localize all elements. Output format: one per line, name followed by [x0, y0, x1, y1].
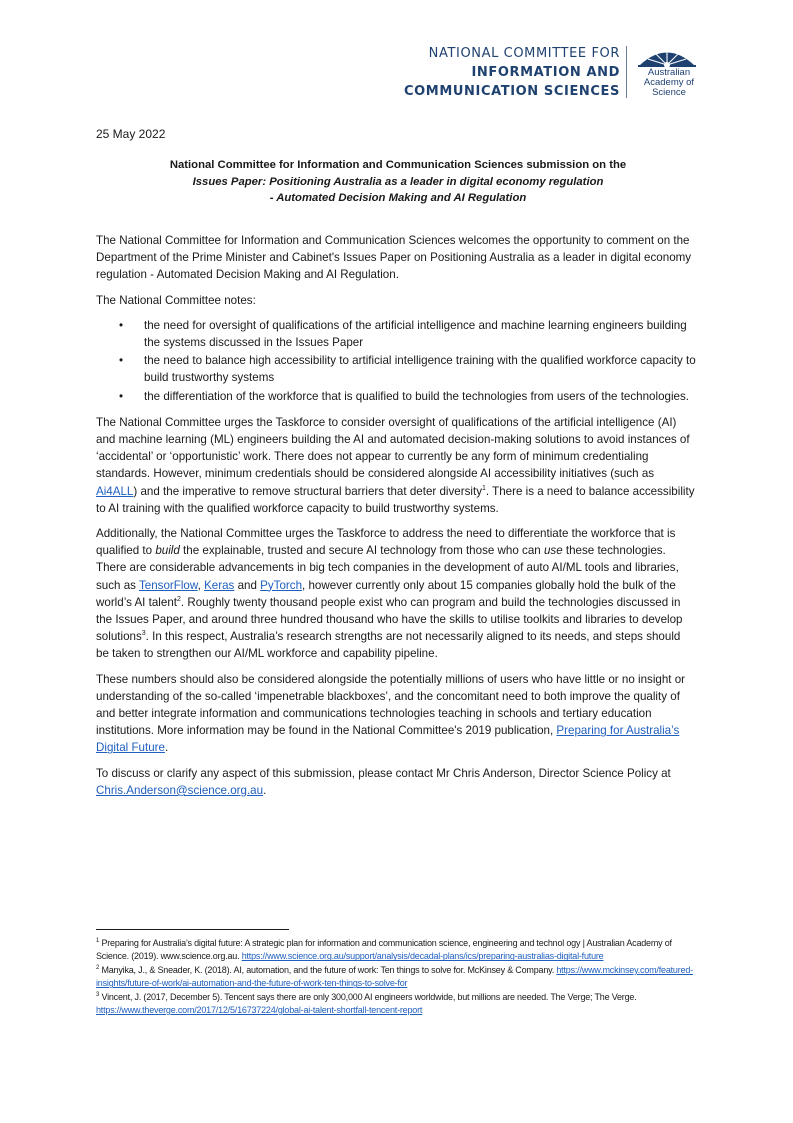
use-emphasis: use: [543, 544, 563, 558]
ai4all-link[interactable]: Ai4ALL: [96, 484, 134, 498]
academy-logo-text: [634, 68, 704, 98]
intro-paragraph: The National Committee for Information and Communication Sciences welcomes the opportunity to comment on the Department of the Prime Minister and Cabinet's Issues Paper on Positioning Australia as a leader in digital economy regulation - Automated Decision Making and AI Regulation.: [96, 234, 692, 282]
tensorflow-link[interactable]: TensorFlow: [138, 578, 198, 592]
title-line1: National Committee for Information and Communication Sciences submission on the: [169, 159, 627, 171]
p5-text-b: .: [164, 741, 169, 755]
footnote-1: [96, 937, 696, 964]
p4-text-c: these technologies. There are considerable advancements in big tech companies in the development of auto AI/ML tools and libraries, such as: [96, 544, 679, 592]
footnote-2: [96, 964, 696, 991]
bullet: •: [119, 389, 124, 403]
footnote-link[interactable]: https://www.theverge.com/2017/12/5/16737224/global-ai-talent-shortfall-tencent-report: [96, 1005, 423, 1016]
footnote-text: Preparing for Australia’s digital future: A strategic plan for information and communication science, engineering and technol ogy | Australian Academy of Science. (2019). www.science.org.au.: [96, 938, 672, 962]
title-line3: - Automated Decision Making and AI Regulation: [269, 192, 527, 204]
notes-lead: The National Committee notes:: [96, 293, 256, 307]
footnote-ref-3[interactable]: 3: [141, 630, 146, 638]
footnote-3: [96, 991, 696, 1018]
contact-email-link[interactable]: Chris.Anderson@science.org.au: [96, 783, 264, 797]
footnotes: [96, 937, 696, 1017]
note-text: the differentiation of the workforce that is qualified to build the technologies from users of the technologies.: [144, 389, 690, 403]
footnote-link[interactable]: https://www.science.org.au/support/analysis/decadal-plans/ics/preparing-australias-digital-future: [241, 951, 604, 962]
p5-text-a: These numbers should also be considered alongside the potentially millions of users who have little or no insight or understanding of the so-called ‘impenetrable blackboxes’, and the concomitant need to both improve the quality of and better integrate information and communications technologies teaching in schools and tertiary education institutions. More information may be found in the National Committee's 2019 publication,: [96, 672, 686, 738]
committee-name: [404, 44, 620, 101]
p4-sep1: ,: [197, 578, 205, 592]
submission-date: 25 May 2022: [96, 127, 166, 141]
p4-text-e: . Roughly twenty thousand people exist who can program and build the technologies discussed in the Issues Paper, and around three hundred thousand who have the skills to utilise toolkits and libraries to develop solutions: [96, 595, 683, 644]
committee-name-line2: INFORMATION AND: [471, 65, 620, 80]
p6-text-a: To discuss or clarify any aspect of this submission, please contact Mr Chris Anderson, Director Science Policy at: [96, 766, 671, 780]
qualifications-paragraph: [96, 414, 696, 517]
footnote-text: Vincent, J. (2017, December 5). Tencent says there are only 300,000 AI engineers worldwide, but millions are needed. The Verge; The Verge.: [99, 991, 637, 1002]
p4-text-d: , however currently only about 15 companies globally hold the bulk of the world’s AI talent: [96, 578, 676, 609]
committee-name-line3: COMMUNICATION SCIENCES: [404, 84, 620, 99]
bullet: •: [119, 318, 124, 332]
list-item: [96, 388, 696, 405]
list-item: [96, 317, 696, 351]
p4-text-b: the explainable, trusted and secure AI technology from those who can: [179, 544, 544, 558]
header-divider: [626, 46, 627, 98]
build-emphasis: build: [155, 544, 180, 558]
footnote-divider: [96, 929, 289, 930]
p6-text-b: .: [263, 783, 267, 797]
footnote-number: 2: [96, 964, 100, 971]
bullet: •: [119, 354, 124, 368]
footnote-ref-1[interactable]: 1: [482, 484, 486, 492]
logo-line1: Australian: [647, 67, 691, 78]
footnote-ref-2[interactable]: 2: [177, 596, 181, 603]
p3-text-b: ) and the imperative to remove structural barriers that deter diversity: [133, 484, 482, 498]
workforce-paragraph: [96, 525, 696, 663]
p4-sep2: and: [234, 578, 261, 592]
note-text: the need to balance high accessibility to artificial intelligence training with the qualified workforce capacity to build trustworthy systems: [144, 354, 696, 385]
p4-text-f: . In this respect, Australia’s research strengths are not necessarily aligned to its needs, and steps should be taken to strengthen our AI/ML workforce and capability pipeline.: [96, 630, 681, 661]
p4-text-a: Additionally, the National Committee urges the Taskforce to address the need to differentiate the workforce that is qualified to: [96, 527, 676, 558]
users-paragraph: [96, 671, 696, 757]
footnote-number: 3: [96, 991, 100, 998]
p3-text-a: The National Committee urges the Taskforce to consider oversight of qualifications of the artificial intelligence (AI) and machine learning (ML) engineers building the AI and automated decision-making solutions to avoid instances of ‘accidental’ or ‘opportunistic’ work. There does not appear to currently be any form of minimum credentialing standards. However, minimum credentials should be considered alongside AI accessibility initiatives (such as: [96, 415, 690, 481]
pytorch-link[interactable]: PyTorch: [260, 578, 303, 592]
submission-body: [96, 232, 696, 807]
contact-paragraph: [96, 765, 696, 799]
submission-title: [96, 157, 700, 207]
p3-text-c: . There is a need to balance accessibility to AI training with the qualified workforce capacity to build trustworthy systems.: [96, 484, 695, 515]
preparing-digital-future-link[interactable]: Preparing for Australia’s Digital Future: [96, 724, 680, 755]
footnote-number: 1: [96, 938, 100, 944]
logo-line2: Academy of: [643, 77, 695, 88]
footnote-text: Manyika, J., & Sneader, K. (2018). AI, automation, and the future of work: Ten things to solve for. McKinsey & Company.: [99, 964, 557, 975]
keras-link[interactable]: Keras: [204, 578, 235, 592]
list-item: [96, 352, 696, 386]
committee-name-line1: NATIONAL COMMITTEE FOR: [428, 46, 620, 61]
notes-list: [96, 317, 696, 405]
note-text: the need for oversight of qualifications of the artificial intelligence and machine learning engineers building the systems discussed in the Issues Paper: [144, 318, 687, 350]
footnote-link[interactable]: https://www.mckinsey.com/featured-insights/future-of-work/ai-automation-and-the-future-of-work-ten-things-to-solve-for: [96, 964, 693, 989]
logo-line3: Science: [652, 87, 686, 98]
title-line2: Issues Paper: Positioning Australia as a leader in digital economy regulation: [192, 175, 604, 188]
